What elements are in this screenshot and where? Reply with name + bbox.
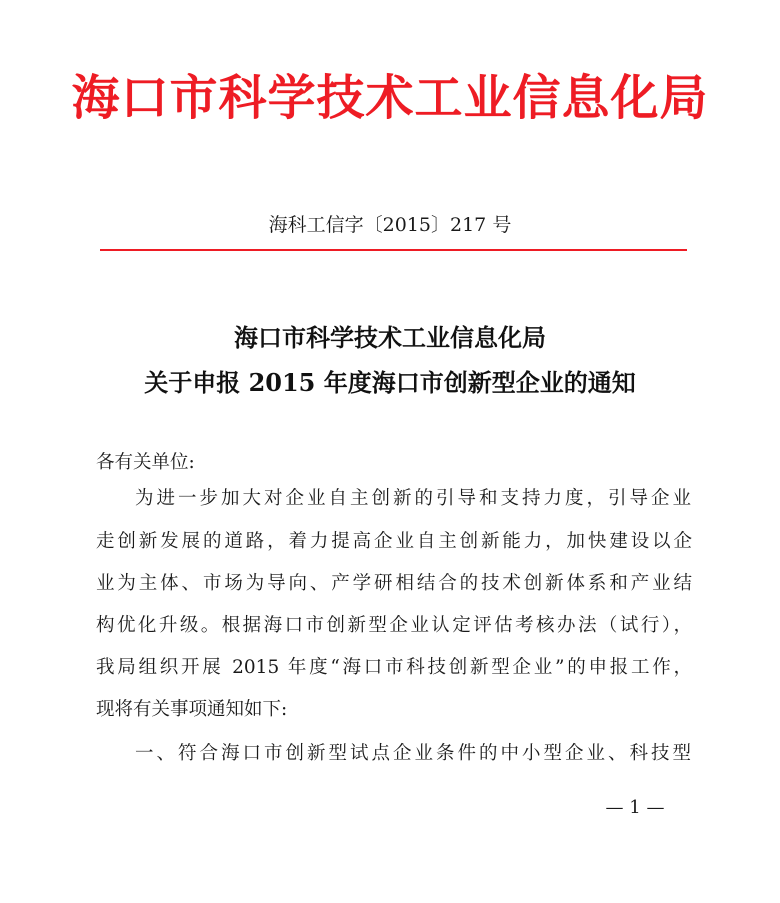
paragraph-line-3: 业为主体、市场为导向、产学研相结合的技术创新体系和产业结: [96, 573, 692, 594]
paragraph-line-6: 现将有关事项通知如下:: [96, 699, 288, 720]
paragraph-line-5: 我局组织开展 2015 年度“海口市科技创新型企业”的申报工作，: [96, 657, 692, 678]
paragraph-line-4: 构优化升级。根据海口市创新型企业认定评估考核办法（试行），: [96, 615, 692, 636]
paragraph-line-7: 一、符合海口市创新型试点企业条件的中小型企业、科技型: [135, 743, 691, 764]
salutation: 各有关单位:: [96, 452, 195, 473]
paragraph-line-1: 为进一步加大对企业自主创新的引导和支持力度，引导企业: [135, 488, 691, 509]
notice-title-line-2: 关于申报 2015 年度海口市创新型企业的通知: [144, 368, 636, 397]
document-number: 海科工信字〔2015〕217 号: [268, 214, 512, 236]
paragraph-line-2: 走创新发展的道路，着力提高企业自主创新能力，加快建设以企: [96, 531, 692, 552]
issuing-authority-header: 海口市科学技术工业信息化局: [71, 70, 709, 126]
page-number: — 1 —: [605, 797, 665, 818]
notice-title-line-1: 海口市科学技术工业信息化局: [234, 323, 546, 352]
red-divider-line: [100, 249, 687, 251]
